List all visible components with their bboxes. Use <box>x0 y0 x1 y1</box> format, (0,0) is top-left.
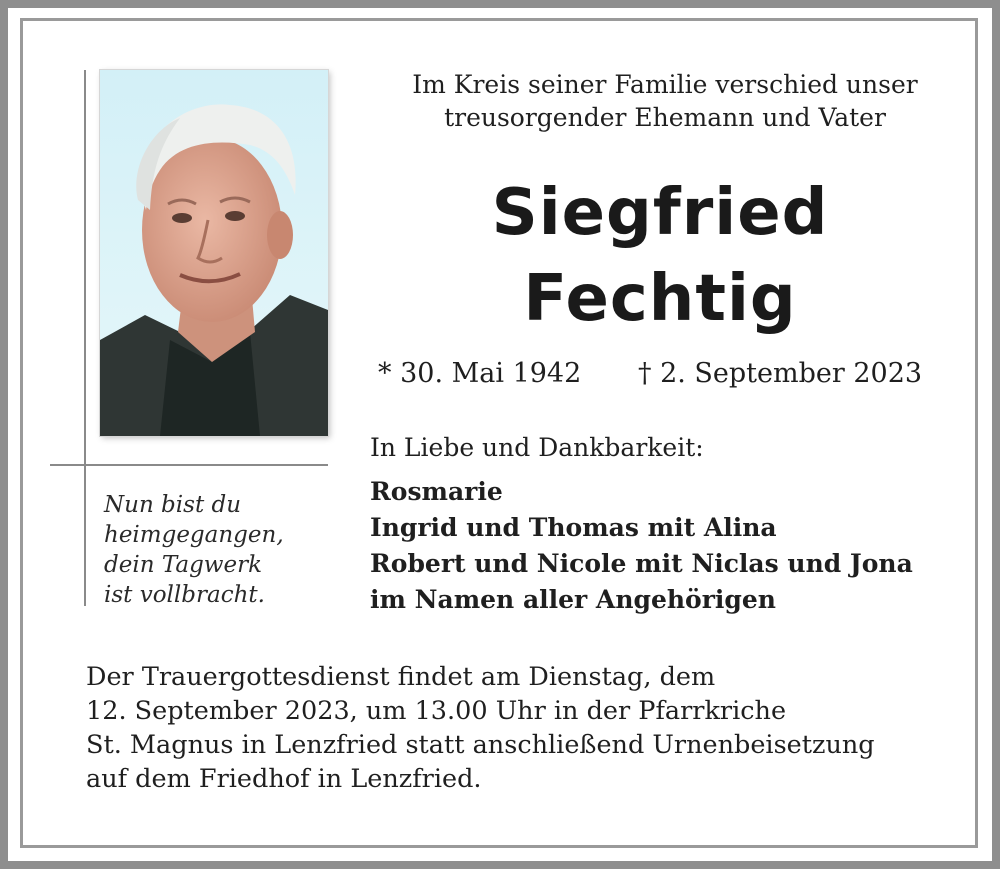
memorial-quote <box>104 490 324 610</box>
first-name: Siegfried <box>491 176 829 250</box>
intro-line: treusorgender Ehemann und Vater <box>444 103 886 132</box>
intro-line: Im Kreis seiner Familie verschied unser <box>412 70 918 99</box>
mourner-entry: Ingrid und Thomas mit Alina <box>370 513 777 542</box>
birth-date: * 30. Mai 1942 <box>378 358 582 389</box>
quote-line: heimgegangen, <box>104 522 284 548</box>
quote-line: Nun bist du <box>104 492 242 518</box>
mourner-entry: Rosmarie <box>370 477 503 506</box>
mourners-heading: In Liebe und Dankbarkeit: <box>370 433 704 462</box>
mourners-list <box>370 474 913 618</box>
service-line: auf dem Friedhof in Lenzfried. <box>86 764 482 794</box>
service-details <box>86 660 956 796</box>
mourner-entry: Robert und Nicole mit Niclas und Jona <box>370 549 913 578</box>
quote-line: ist vollbracht. <box>104 582 265 608</box>
service-line: Der Trauergottesdienst findet am Dienstag, dem <box>86 662 716 692</box>
horizontal-divider <box>50 464 328 466</box>
service-line: St. Magnus in Lenzfried statt anschließend Urnenbeisetzung <box>86 730 875 760</box>
deceased-name <box>360 170 960 342</box>
intro-text <box>360 68 970 134</box>
service-line: 12. September 2023, um 13.00 Uhr in der Pfarrkriche <box>86 696 787 726</box>
last-name: Fechtig <box>523 262 797 336</box>
vertical-divider <box>84 70 86 606</box>
mourner-entry: im Namen aller Angehörigen <box>370 585 776 614</box>
death-date: † 2. September 2023 <box>638 358 923 389</box>
quote-line: dein Tagwerk <box>104 552 263 578</box>
portrait-photo <box>100 70 328 436</box>
